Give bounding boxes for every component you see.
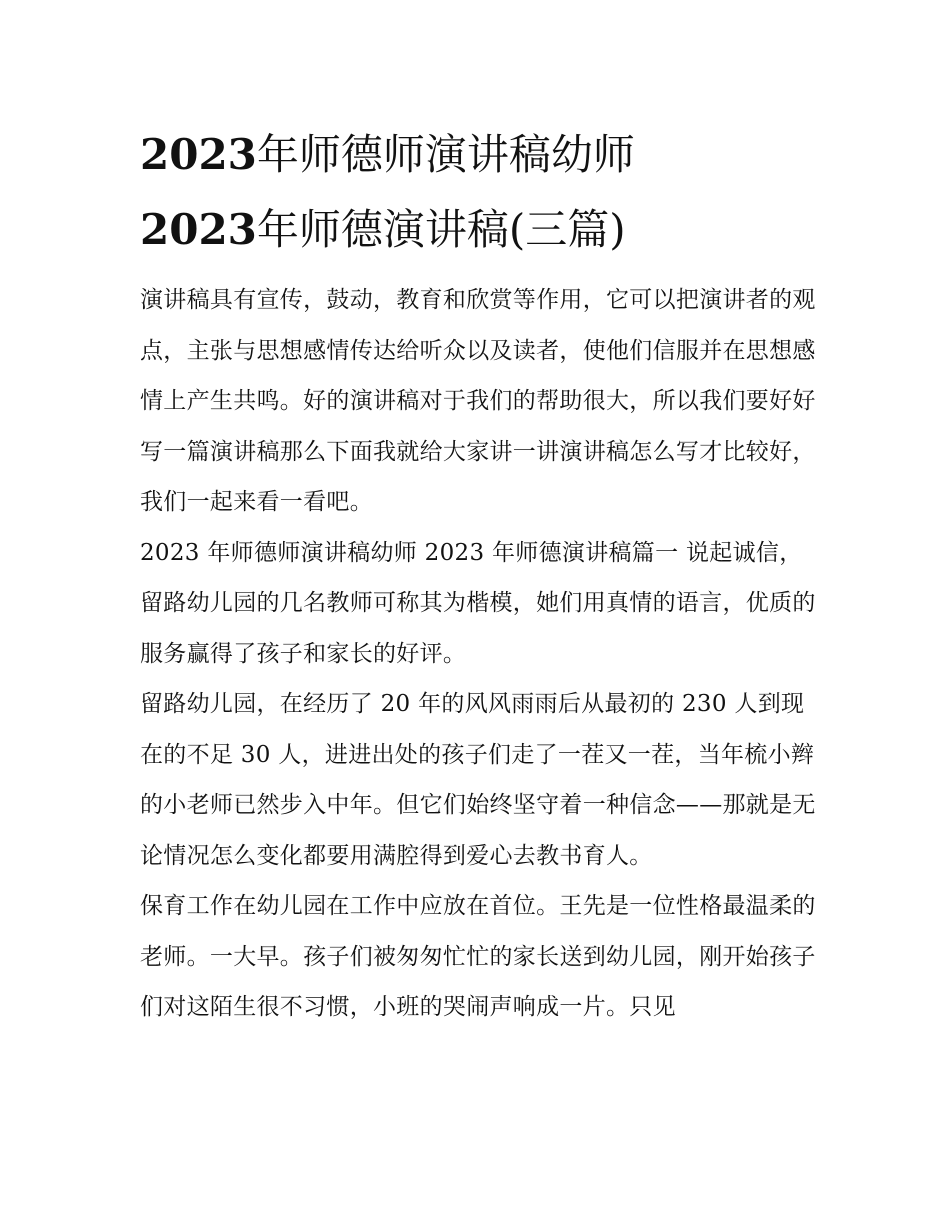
paragraph-kindergarten-history: 留路幼儿园，在经历了 20 年的风风雨雨后从最初的 230 人到现在的不足 30 人，进进出处的孩子们走了一茬又一茬，当年梳小辫的小老师已然步入中年。但它们始终坚守着一种信念——那就是无论情况怎么变化都要用满腔得到爱心去教书育人。 (140, 691, 816, 869)
document-title (140, 117, 830, 267)
title-line-2 (140, 192, 830, 267)
paragraph-intro: 演讲稿具有宣传，鼓动，教育和欣赏等作用，它可以把演讲者的观点，主张与思想感情传达给听众以及读者，使他们信服并在思想感情上产生共鸣。好的演讲稿对于我们的帮助很大，所以我们要好好写一篇演讲稿那么下面我就给大家讲一讲演讲稿怎么写才比较好，我们一起来看一看吧。 (140, 287, 816, 515)
title-line-2-text: 年师德演讲稿(三篇) (256, 205, 626, 254)
title-line-1 (140, 117, 830, 192)
title-line-1-text: 年师德师演讲稿幼师 (256, 130, 635, 179)
title-line-1-year: 2023 (140, 130, 257, 179)
paragraph-childcare-work: 保育工作在幼儿园在工作中应放在首位。王先是一位性格最温柔的老师。一大早。孩子们被匆匆忙忙的家长送到幼儿园，刚开始孩子们对这陌生很不习惯，小班的哭闹声响成一片。只见 (140, 893, 816, 1020)
title-line-2-year: 2023 (140, 205, 257, 254)
paragraph-story-opening: 2023 年师德师演讲稿幼师 2023 年师德演讲稿篇一 说起诚信，留路幼儿园的几名教师可称其为楷模，她们用真情的语言，优质的服务赢得了孩子和家长的好评。 (140, 539, 816, 667)
document-body (140, 275, 820, 1033)
